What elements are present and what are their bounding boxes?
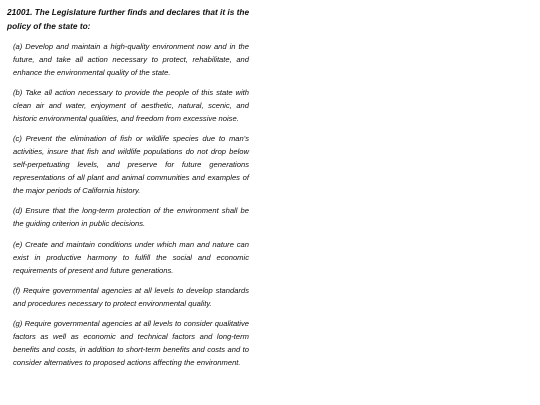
clause-g: (g) Require governmental agencies at all levels to consider qualitative factors as well as economic and technical factors and long-term benefits and costs, in addition to short-term benefits and costs and to consider alternatives to proposed actions affecting the environment. xyxy=(13,319,249,368)
clause-c: (c) Prevent the elimination of fish or wildlife species due to man's activities, insure that fish and wildlife populations do not drop below self-perpetuating levels, and preserve for future generations representations of all plant and animal communities and examples of the major periods of California history. xyxy=(13,134,249,196)
section-heading: 21001. The Legislature further finds and declares that it is the policy of the state to: xyxy=(7,7,250,31)
clause-e: (e) Create and maintain conditions under which man and nature can exist in productive harmony to fulfill the social and economic requirements of present and future generations. xyxy=(13,239,249,275)
clause-f: (f) Require governmental agencies at all levels to develop standards and procedures necessary to protect environmental quality. xyxy=(13,286,249,308)
clause-a: (a) Develop and maintain a high-quality environment now and in the future, and take all action necessary to protect, rehabilitate, and enhance the environmental quality of the state. xyxy=(13,42,249,77)
clause-b: (b) Take all action necessary to provide the people of this state with clean air and water, enjoyment of aesthetic, natural, scenic, and historic environmental qualities, and freedom from excessive noise. xyxy=(13,88,249,124)
clause-d: (d) Ensure that the long-term protection of the environment shall be the guiding criterion in public decisions. xyxy=(13,206,249,229)
statute-section xyxy=(7,6,263,377)
